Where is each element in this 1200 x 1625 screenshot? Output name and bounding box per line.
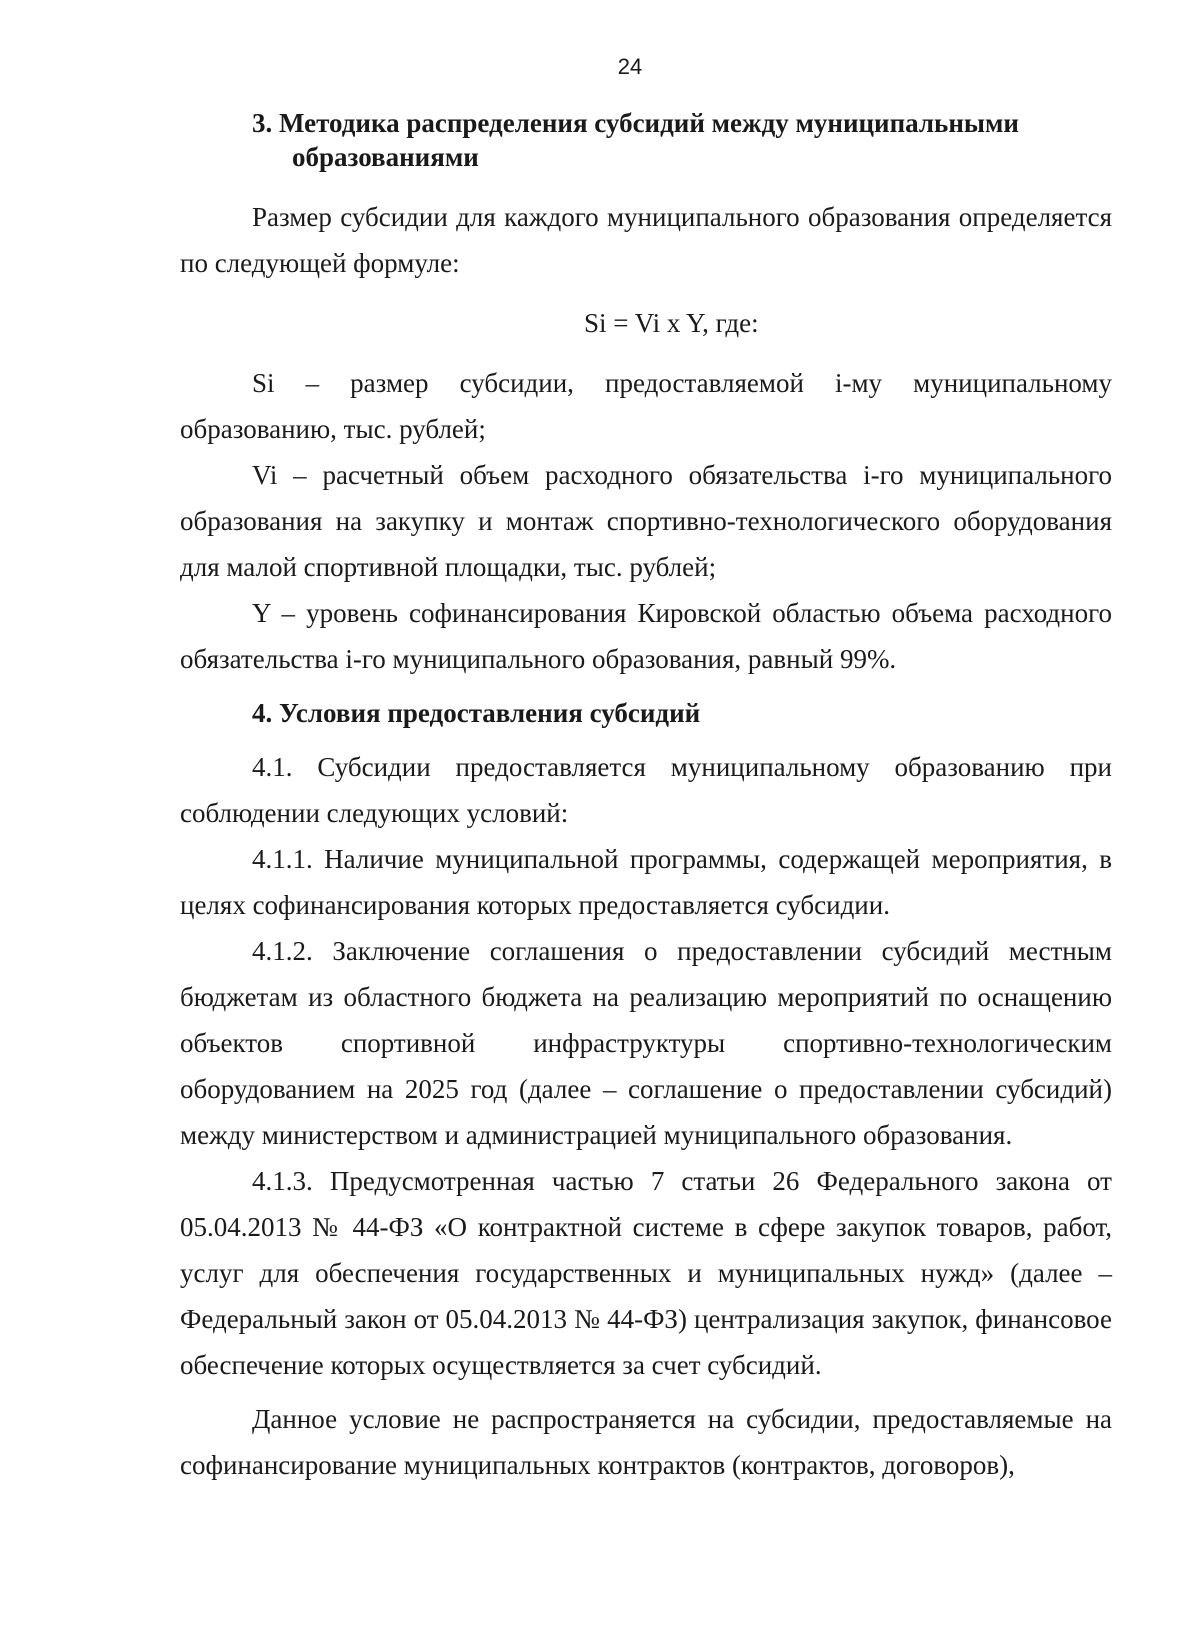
page-number: 24 (617, 54, 643, 79)
section-4-heading: 4. Условия предоставления субсидий (252, 698, 701, 728)
paragraph-4-1-2: 4.1.2. Заключение соглашения о предоставлении субсидий местным бюджетам из областного бюджета на реализацию мероприятий по оснащению объектов спортивной инфраструктуры спортивно-технологическим оборудованием на 2025 год (далее – соглашение о предоставлении субсидий) между министерством и администрацией муниципального образования. (180, 936, 1112, 1150)
paragraph-4-1: 4.1. Субсидии предоставляется муниципальному образованию при соблюдении следующих условий: (180, 752, 1112, 828)
section-3-intro: Размер субсидии для каждого муниципального образования определяется по следующей формуле: (180, 202, 1112, 278)
section-3-heading: 3. Методика распределения субсидий между муниципальными образованиями (252, 108, 1019, 172)
definition-si: Si – размер субсидии, предоставляемой i-му муниципальному образованию, тыс. рублей; (180, 368, 1112, 444)
paragraph-4-1-3: 4.1.3. Предусмотренная частью 7 статьи 26 Федерального закона от 05.04.2013 № 44-ФЗ «О контрактной системе в сфере закупок товаров, работ, услуг для обеспечения государственных и муниципальных нужд» (далее – Федеральный закон от 05.04.2013 № 44-ФЗ) централизация закупок, финансовое обеспечение которых осуществляется за счет субсидий. (180, 1166, 1112, 1380)
subsidy-formula: Si = Vi x Y, где: (584, 308, 759, 338)
paragraph-4-1-1: 4.1.1. Наличие муниципальной программы, содержащей мероприятия, в целях софинансирования которых предоставляется субсидии. (180, 844, 1112, 920)
paragraph-condition-exception: Данное условие не распространяется на субсидии, предоставляемые на софинансирование муниципальных контрактов (контрактов, договоров), (180, 1404, 1112, 1480)
definition-vi: Vi – расчетный объем расходного обязательства i-го муниципального образования на закупку и монтаж спортивно-технологического оборудования для малой спортивной площадки, тыс. рублей; (180, 460, 1112, 582)
definition-y: Y – уровень софинансирования Кировской областью объема расходного обязательства i-го муниципального образования, равный 99%. (180, 598, 1112, 674)
document-body (180, 106, 1112, 1488)
